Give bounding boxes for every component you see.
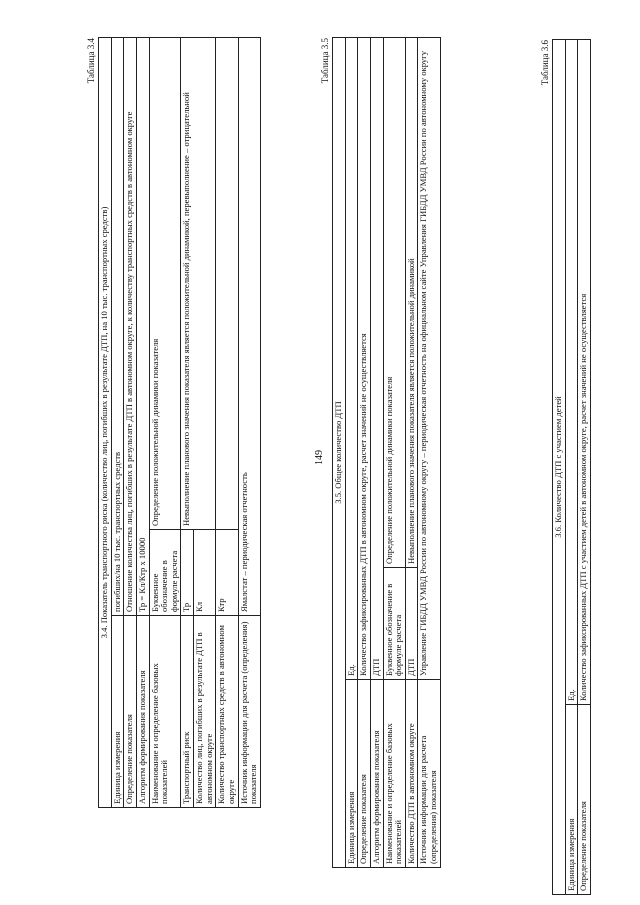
row-value: погибших/на 10 тыс. транспортных средств [111,38,124,616]
row-value: Ямалстат – периодическая отчетность [238,38,260,616]
row-symbol: Ктр [216,530,238,616]
table-3-4 [98,37,261,808]
table-row [238,38,260,808]
row-label: Источник информации для расчета (определения) показателя [238,616,260,808]
table-title: 3.5. Общее количество ДТП [333,37,346,867]
table-row [553,39,566,894]
row-label: Алгоритм формирования показателя [370,680,383,868]
table-title: 3.4. Показатель транспортного риска (количество лиц, погибших в результате ДТП, на 10 тыс. транспортных средств) [99,38,112,808]
row-symbol-header: Буквенное обозначение в формуле расчета [383,568,405,680]
row-empty [216,38,238,530]
row-label: Определение показателя [358,680,371,868]
row-dynamics-header: Определение положительной динамики показателя [149,38,181,530]
row-label: Наименование и определение базовых показателей [383,680,405,868]
row-label: Алгоритм формирования показателя [136,616,149,808]
table-row [216,38,238,808]
table-title: 3.6. Количество ДТП с участием детей [553,39,566,894]
row-symbol: Кл [194,530,216,616]
table-row [99,38,112,808]
row-value: Ед. [565,39,578,704]
table-row [358,37,371,867]
row-value: Количество зафиксированных ДТП в автономном округе, расчет значений не осуществляется [358,37,371,679]
table-3-6 [552,39,591,895]
row-label: Источник информации для расчета (определения) показателя [418,680,440,868]
row-label: Количество транспортных средств в автономном округе [216,616,238,808]
table-3-4-block [86,38,261,808]
row-value: Количество зафиксированных ДТП с участием детей в автономном округе, расчет значений не осуществляется [578,39,591,704]
table-row [370,37,383,867]
row-label: Единица измерения [345,680,358,868]
row-dynamics: Невыполнение планового значения показателя является положительной динамикой [405,37,418,567]
row-value: Тр = Кл/Ктр х 10000 [136,38,149,616]
row-value: Ед. [345,37,358,679]
row-symbol-header: Буквенное обозначение в формуле расчета [149,530,181,616]
row-label: Количество лиц, погибших в результате ДТП в автономном округе [194,616,216,808]
row-label: Единица измерения [565,705,578,895]
table-3-6-block [540,40,591,895]
row-value: ДТП [370,37,383,679]
table-row [383,37,405,867]
table-row [405,37,418,867]
row-value: Отношение количества лиц, погибших в результате ДТП в автономном округе, к количеству транспортных средств в автономном округе [124,38,137,616]
row-label: Определение показателя [578,705,591,895]
table-3-5-block [320,38,441,868]
table-3-5 [332,37,441,868]
row-symbol: ДТП [405,568,418,680]
row-value: Управление ГИБДД УМВД России по автономному округу – периодическая отчетность на официальном сайте Управления ГИБДД УМВД России по автономному округу [418,37,440,679]
table-row [565,39,578,894]
row-label: Наименование и определение базовых показателей [149,616,181,808]
table-row [345,37,358,867]
row-dynamics: Невыполнение планового значения показателя является положительной динамикой, перевыполнение – отрицательной [181,38,216,530]
table-3-5-caption: Таблица 3.5 [320,38,330,84]
table-row [124,38,137,808]
table-row [181,38,194,808]
row-label: Единица измерения [111,616,124,808]
table-row [418,37,440,867]
table-row [111,38,124,808]
row-label: Определение показателя [124,616,137,808]
table-row [578,39,591,894]
row-dynamics-header: Определение положительной динамики показателя [383,37,405,567]
table-row [136,38,149,808]
row-symbol: Тр [181,530,194,616]
page-number: 149 [314,450,325,465]
table-row [149,38,181,808]
table-row [333,37,346,867]
row-label: Количество ДТП в автономном округе [405,680,418,868]
row-label: Транспортный риск [181,616,194,808]
table-3-6-caption: Таблица 3.6 [540,40,550,86]
table-3-4-caption: Таблица 3.4 [86,38,96,84]
